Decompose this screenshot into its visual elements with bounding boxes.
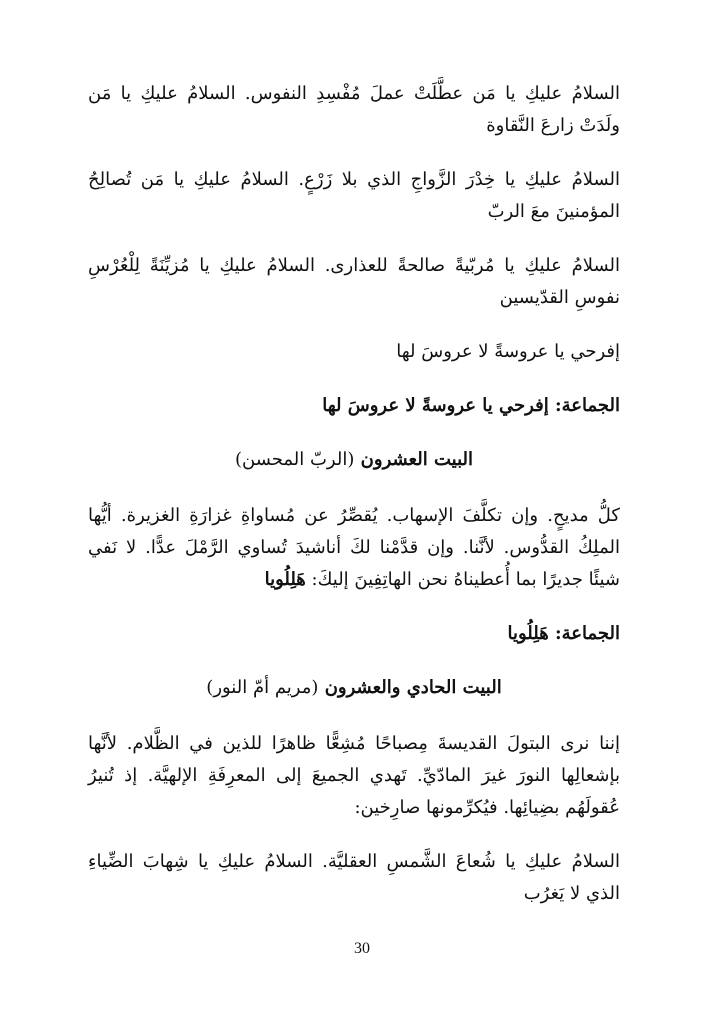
- refrain-line: إفرحي يا عروسةً لا عروسَ لها: [396, 341, 620, 362]
- stanza-heading-20-title: البيت العشرون: [360, 449, 474, 470]
- document-body: [88, 78, 620, 932]
- stanza-21-text: إننا نرى البتولَ القديسةَ مِصباحًا مُشِعًّا ظاهرًا للذين في الظَّلام. لأنَّها بإشعالِها النورَ غيرَ المادّيِّ. تَهدي الجميعَ إلى المعرِفَةِ الإلهيَّة. إذ تُنيرُ عُقولَهُم بضِيائِها. فيُكرِّمونها صارِخين:: [88, 733, 620, 818]
- stanza-20-body: كلُّ مديحٍ. وإن تكلَّفَ الإسهاب. يُقصِّرُ عن مُساواةِ غزارَةِ الغزيرة. أيُّها الملِكُ القدُّوس. لأنَّنا. وإن قدَّمْنا لكَ أناشيدَ تُساوي الرَّمْلَ عدًّا. لا نَفي شيئًا جديرًا بما أُعطيناهُ نحن الهاتِفِينَ إليكَ:: [88, 505, 620, 590]
- stanza-heading-21-subtitle: (مريم أمّ النور): [206, 677, 319, 698]
- stanza-heading-20: [88, 444, 620, 476]
- salutation-paragraph-2: السلامُ عليكِ يا خِدْرَ الزَّواجِ الذي بلا زَرْعٍ. السلامُ عليكِ يا مَن تُصالِحُ المؤمنينَ معَ الربّ: [88, 169, 620, 222]
- salutation-paragraph-3: السلامُ عليكِ يا مُربّيةً صالحةً للعذارى. السلامُ عليكِ يا مُزيِّنَةً لِلْعُرْسِ نفوسِ القدّيسين: [88, 255, 620, 308]
- congregation-refrain: الجماعة: إفرحي يا عروسةً لا عروسَ لها: [322, 395, 620, 416]
- stanza-heading-21: [88, 672, 620, 704]
- congregation-alleluia: الجماعة: هَلِلُويا: [507, 623, 620, 644]
- stanza-heading-20-subtitle: (الربّ المحسن): [234, 449, 355, 470]
- stanza-20-alleluia: هَلِلُويا: [264, 569, 306, 590]
- page-number: 30: [354, 940, 370, 957]
- salutation-paragraph-4: السلامُ عليكِ يا شُعاعَ الشَّمسِ العقليَّة. السلامُ عليكِ يا شِهابَ الضِّياءِ الذي لا يَغرُب: [88, 851, 620, 904]
- stanza-20-text: [88, 500, 620, 596]
- stanza-heading-21-title: البيت الحادي والعشرون: [324, 677, 502, 698]
- salutation-paragraph-1: السلامُ عليكِ يا مَن عطَّلَتْ عملَ مُفْسِدِ النفوس. السلامُ عليكِ يا مَن ولَدَتْ زارعَ النَّقاوة: [88, 83, 620, 136]
